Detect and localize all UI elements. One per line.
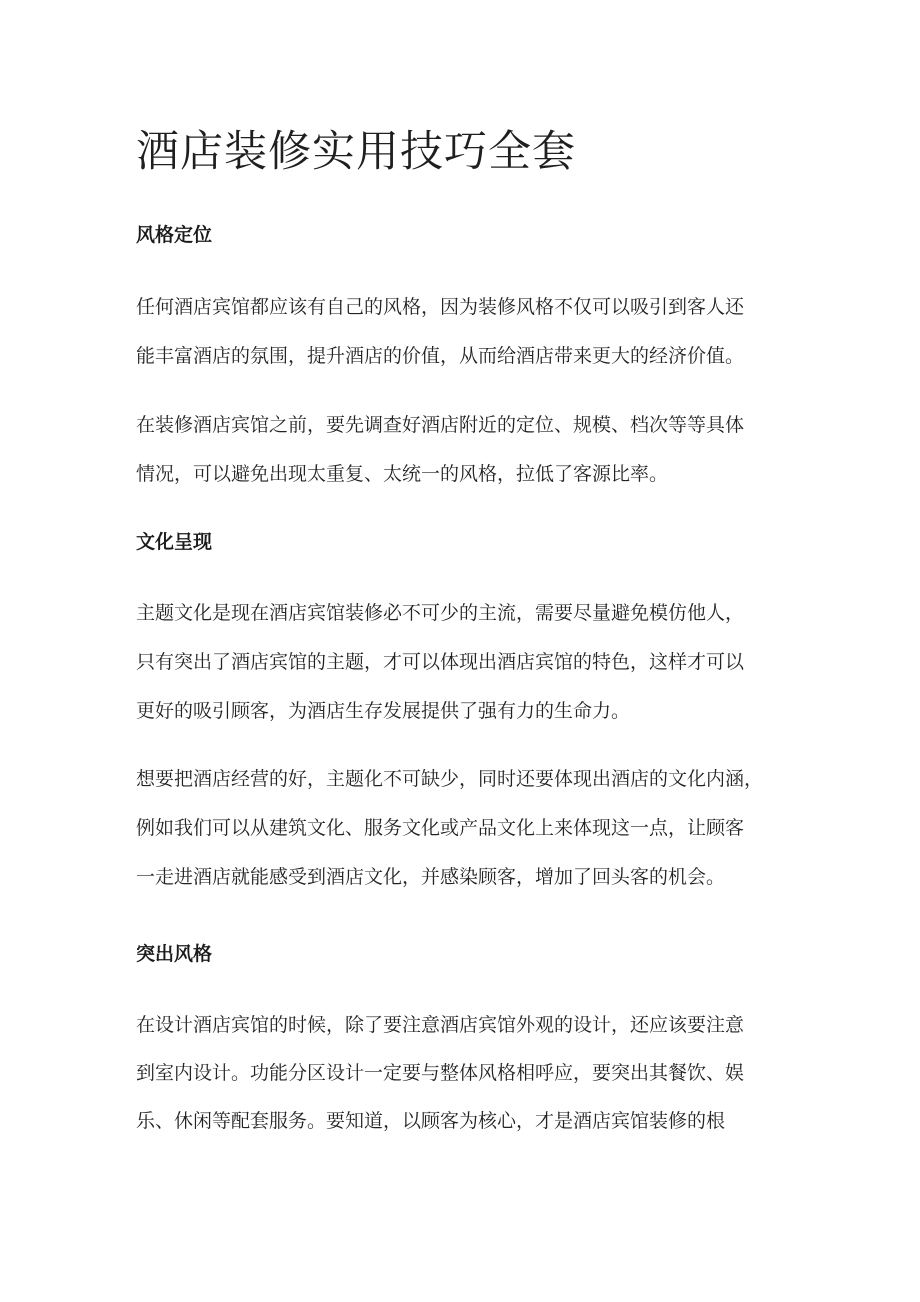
section-heading-style-positioning: 风格定位 (136, 224, 213, 246)
paragraph-line: 在设计酒店宾馆的时候，除了要注意酒店宾馆外观的设计，还应该要注意 (136, 1014, 745, 1036)
paragraph-line: 更好的吸引顾客，为酒店生存发展提供了强有力的生命力。 (136, 700, 631, 722)
paragraph-line: 主题文化是现在酒店宾馆装修必不可少的主流，需要尽量避免模仿他人， (136, 602, 745, 624)
paragraph-line: 情况，可以避免出现太重复、太统一的风格，拉低了客源比率。 (136, 463, 669, 485)
paragraph-line: 例如我们可以从建筑文化、服务文化或产品文化上来体现这一点，让顾客 (136, 817, 745, 839)
paragraph-line: 乐、休闲等配套服务。要知道，以顾客为核心，才是酒店宾馆装修的根 (136, 1110, 726, 1132)
paragraph-line: 能丰富酒店的氛围，提升酒店的价值，从而给酒店带来更大的经济价值。 (136, 345, 745, 367)
paragraph-line: 只有突出了酒店宾馆的主题，才可以体现出酒店宾馆的特色，这样才可以 (136, 651, 745, 673)
paragraph-line: 到室内设计。功能分区设计一定要与整体风格相呼应，要突出其餐饮、娱 (136, 1062, 745, 1084)
paragraph-line: 在装修酒店宾馆之前，要先调查好酒店附近的定位、规模、档次等等具体 (136, 414, 745, 436)
paragraph-line: 一走进酒店就能感受到酒店文化，并感染顾客，增加了回头客的机会。 (136, 866, 726, 888)
section-heading-culture: 文化呈现 (136, 531, 213, 553)
paragraph-line: 任何酒店宾馆都应该有自己的风格，因为装修风格不仅可以吸引到客人还 (136, 296, 745, 318)
section-heading-highlight-style: 突出风格 (136, 943, 213, 965)
document-title: 酒店装修实用技巧全套 (136, 127, 576, 177)
paragraph-line: 想要把酒店经营的好，主题化不可缺少，同时还要体现出酒店的文化内涵， (136, 768, 764, 790)
